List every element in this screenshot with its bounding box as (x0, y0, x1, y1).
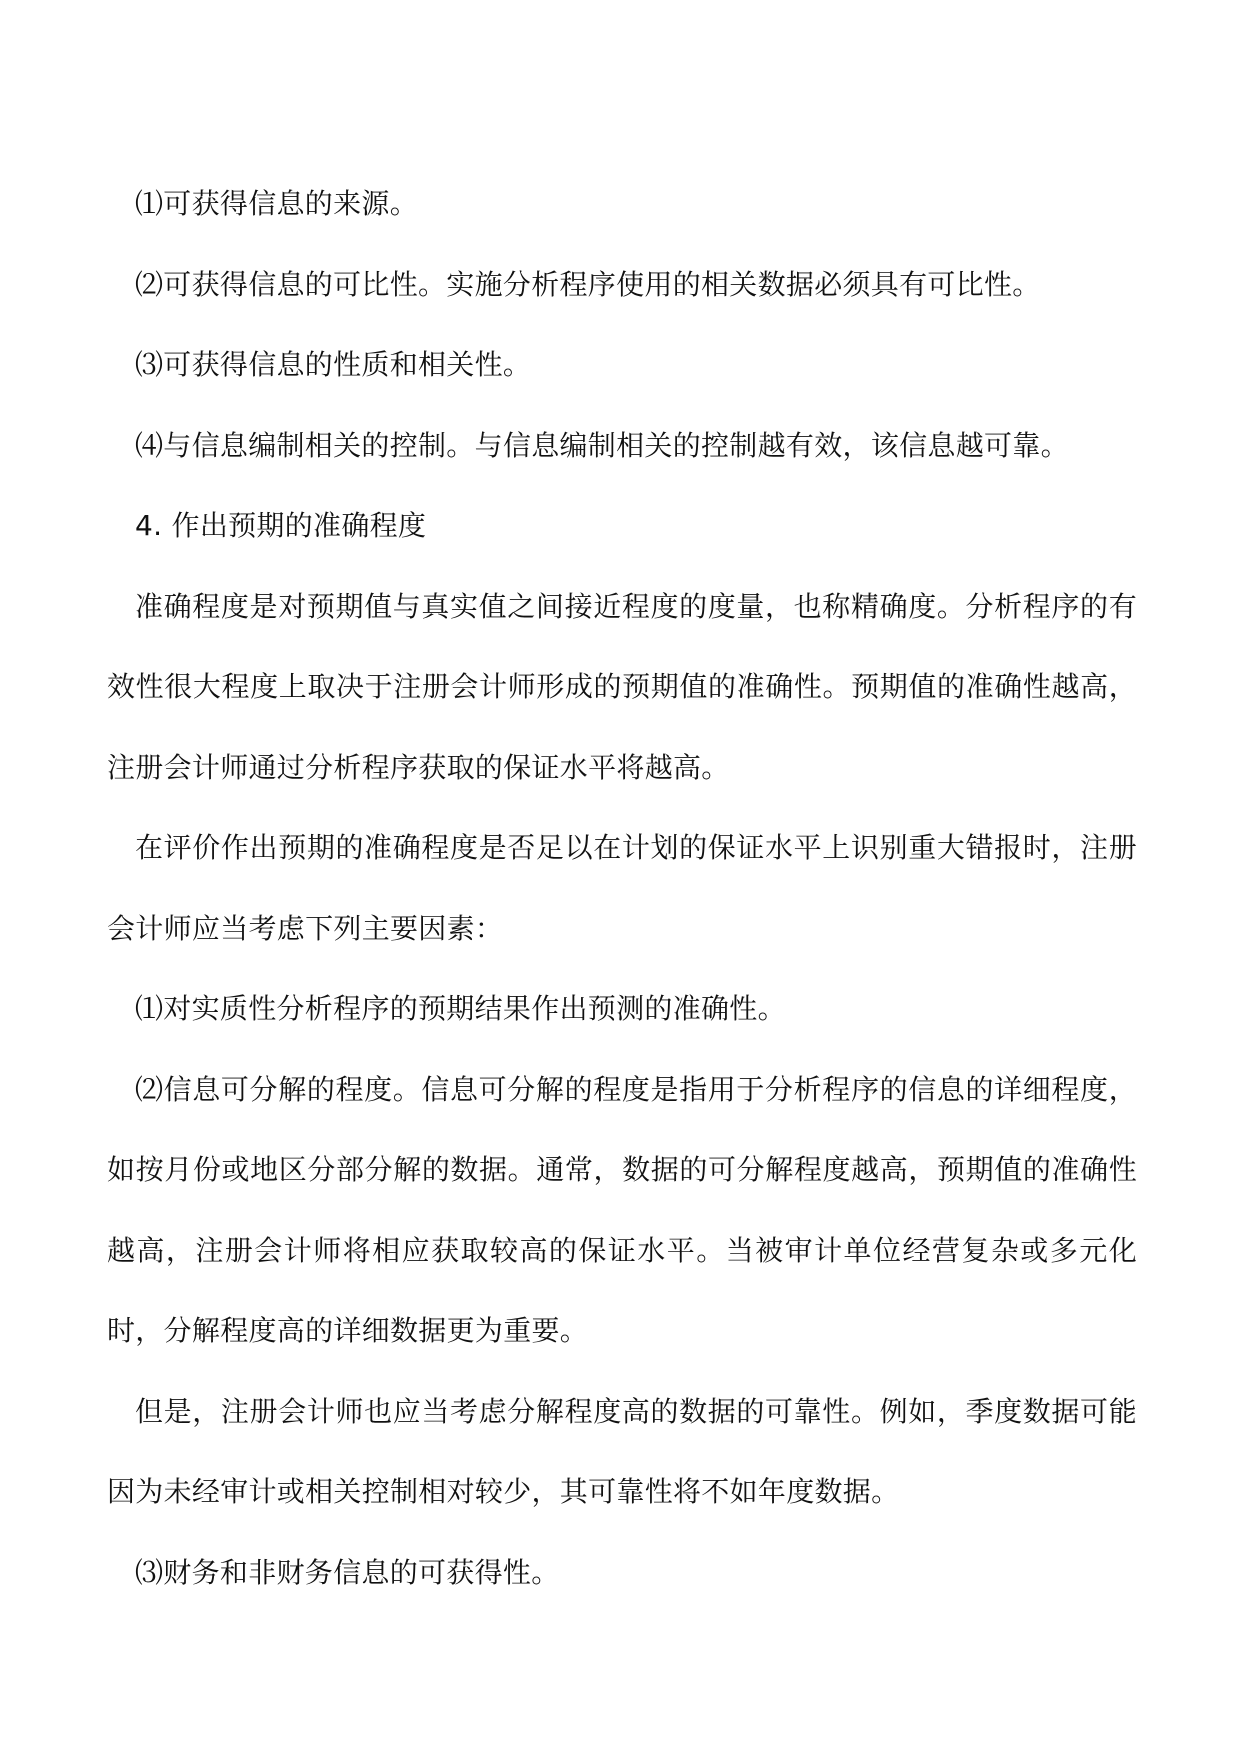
paragraph-comparability: ⑵可获得信息的可比性。实施分析程序使用的相关数据必须具有可比性。 (135, 267, 1041, 301)
document-body (107, 164, 1137, 1613)
section-heading-precision: 4. 作出预期的准确程度 (135, 509, 427, 542)
paragraph-prediction-accuracy: ⑴对实质性分析程序的预期结果作出预测的准确性。 (135, 992, 786, 1025)
paragraph-precision-definition: 准确程度是对预期值与真实值之间接近程度的度量，也称精确度。分析程序的有效性很大程度上取决于注册会计师形成的预期值的准确性。预期值的准确性越高，注册会计师通过分析程序获取的保证水平将越高。 (107, 589, 1137, 784)
paragraph-evaluation-factors: 在评价作出预期的准确程度是否足以在计划的保证水平上识别重大错报时，注册会计师应当考虑下列主要因素： (107, 831, 1137, 945)
paragraph-reliability: 但是，注册会计师也应当考虑分解程度高的数据的可靠性。例如，季度数据可能因为未经审计或相关控制相对较少，其可靠性将不如年度数据。 (107, 1394, 1137, 1508)
paragraph-controls: ⑷与信息编制相关的控制。与信息编制相关的控制越有效，该信息越可靠。 (135, 428, 1069, 462)
paragraph-source-of-info: ⑴可获得信息的来源。 (135, 187, 419, 220)
paragraph-nature-relevance: ⑶可获得信息的性质和相关性。 (135, 348, 532, 381)
paragraph-disaggregation: ⑵信息可分解的程度。信息可分解的程度是指用于分析程序的信息的详细程度，如按月份或地区分部分解的数据。通常，数据的可分解程度越高，预期值的准确性越高，注册会计师将相应获取较高的保证水平。当被审计单位经营复杂或多元化时，分解程度高的详细数据更为重要。 (107, 1072, 1137, 1347)
paragraph-availability: ⑶财务和非财务信息的可获得性。 (135, 1555, 560, 1589)
